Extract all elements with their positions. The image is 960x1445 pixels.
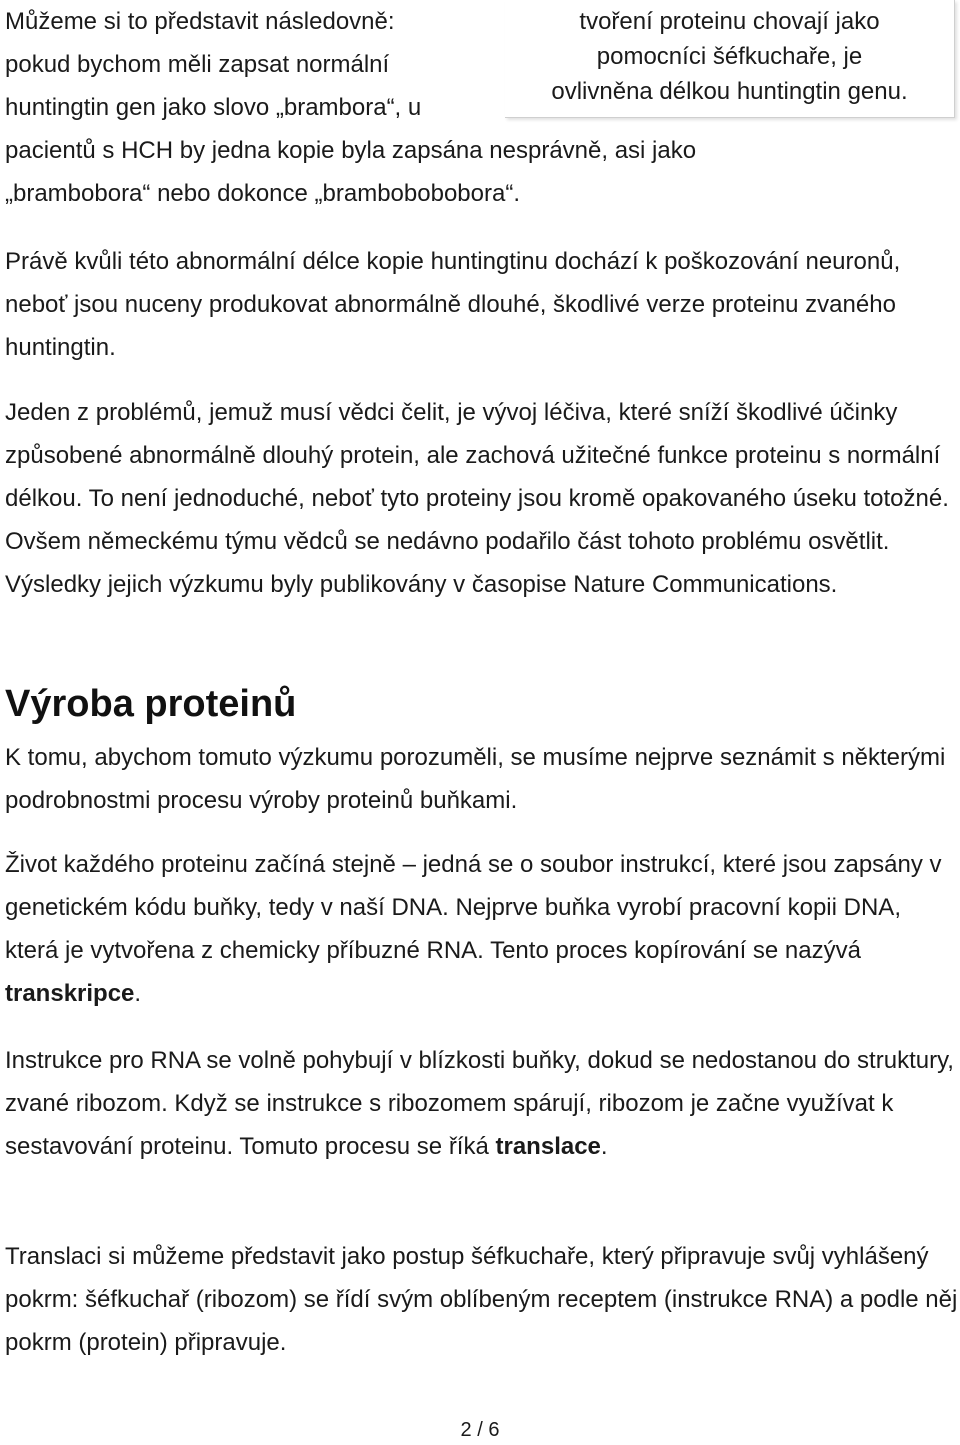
caption-line: pomocníci šéfkuchaře, je	[596, 43, 863, 70]
caption-line: ovlivněna délkou huntingtin genu.	[551, 78, 908, 105]
caption-line: tvoření proteinu chovají jako	[579, 8, 880, 35]
intro-line: Můžeme si to představit následovně:	[5, 8, 395, 35]
intro-line: „brambobora“ nebo dokonce „brambobobobora“.	[5, 180, 520, 207]
paragraph-transcription	[5, 843, 960, 1015]
paragraph-drug-development: Jeden z problémů, jemuž musí vědci čelit, je vývoj léčiva, které sníží škodlivé účinky způsobené abnormálně dlouhý protein, ale zachová užitečné funkce proteinu s normální délkou. To není jednoduché, neboť tyto proteiny jsou kromě opakovaného úseku totožné. Ovšem německému týmu vědců se nedávno podařilo část tohoto problému osvětlit. Výsledky jejich výzkumu byly publikovány v časopise Nature Communications.	[5, 399, 949, 598]
paragraph-text: Život každého proteinu začíná stejně – jedná se o soubor instrukcí, které jsou zapsány v genetickém kódu buňky, tedy v naší DNA. Nejprve buňka vyrobí pracovní kopii DNA, která je vytvořena z chemicky příbuzné RNA. Tento proces kopírování se nazývá	[5, 851, 942, 964]
paragraph-text: .	[134, 980, 142, 1007]
paragraph-abnormal-length: Právě kvůli této abnormální délce kopie huntingtinu dochází k poškozování neuronů, neboť jsou nuceny produkovat abnormálně dlouhé, škodlivé verze proteinu zvaného huntingtin.	[5, 248, 901, 361]
intro-line: pokud bychom měli zapsat normální	[5, 51, 390, 78]
paragraph-translation	[5, 1039, 960, 1168]
page-number: 2 / 6	[460, 1419, 500, 1441]
paragraph-text: .	[600, 1133, 608, 1160]
image-caption-box	[505, 0, 955, 118]
paragraph-chef-analogy: Translaci si můžeme představit jako postup šéfkuchaře, který připravuje svůj vyhlášený pokrm: šéfkuchař (ribozom) se řídí svým oblíbeným receptem (instrukce RNA) a podle něj pokrm (protein) připravuje.	[5, 1243, 958, 1356]
term-transcription: transkripce	[5, 980, 135, 1007]
paragraph-text: Instrukce pro RNA se volně pohybují v blízkosti buňky, dokud se nedostanou do struktury, zvané ribozom. Když se instrukce s ribozomem spárují, ribozom je začne využívat k sestavování proteinu. Tomuto procesu se říká	[5, 1047, 954, 1160]
paragraph-intro-protein-production: K tomu, abychom tomuto výzkumu porozuměli, se musíme nejprve seznámit s některými podrobnostmi procesu výroby proteinů buňkami.	[5, 744, 946, 814]
term-translation: translace	[495, 1133, 601, 1160]
intro-line: pacientů s HCH by jedna kopie byla zapsána nesprávně, asi jako	[5, 137, 697, 164]
section-heading: Výroba proteinů	[5, 683, 297, 725]
intro-line: huntingtin gen jako slovo „brambora“, u	[5, 94, 422, 121]
